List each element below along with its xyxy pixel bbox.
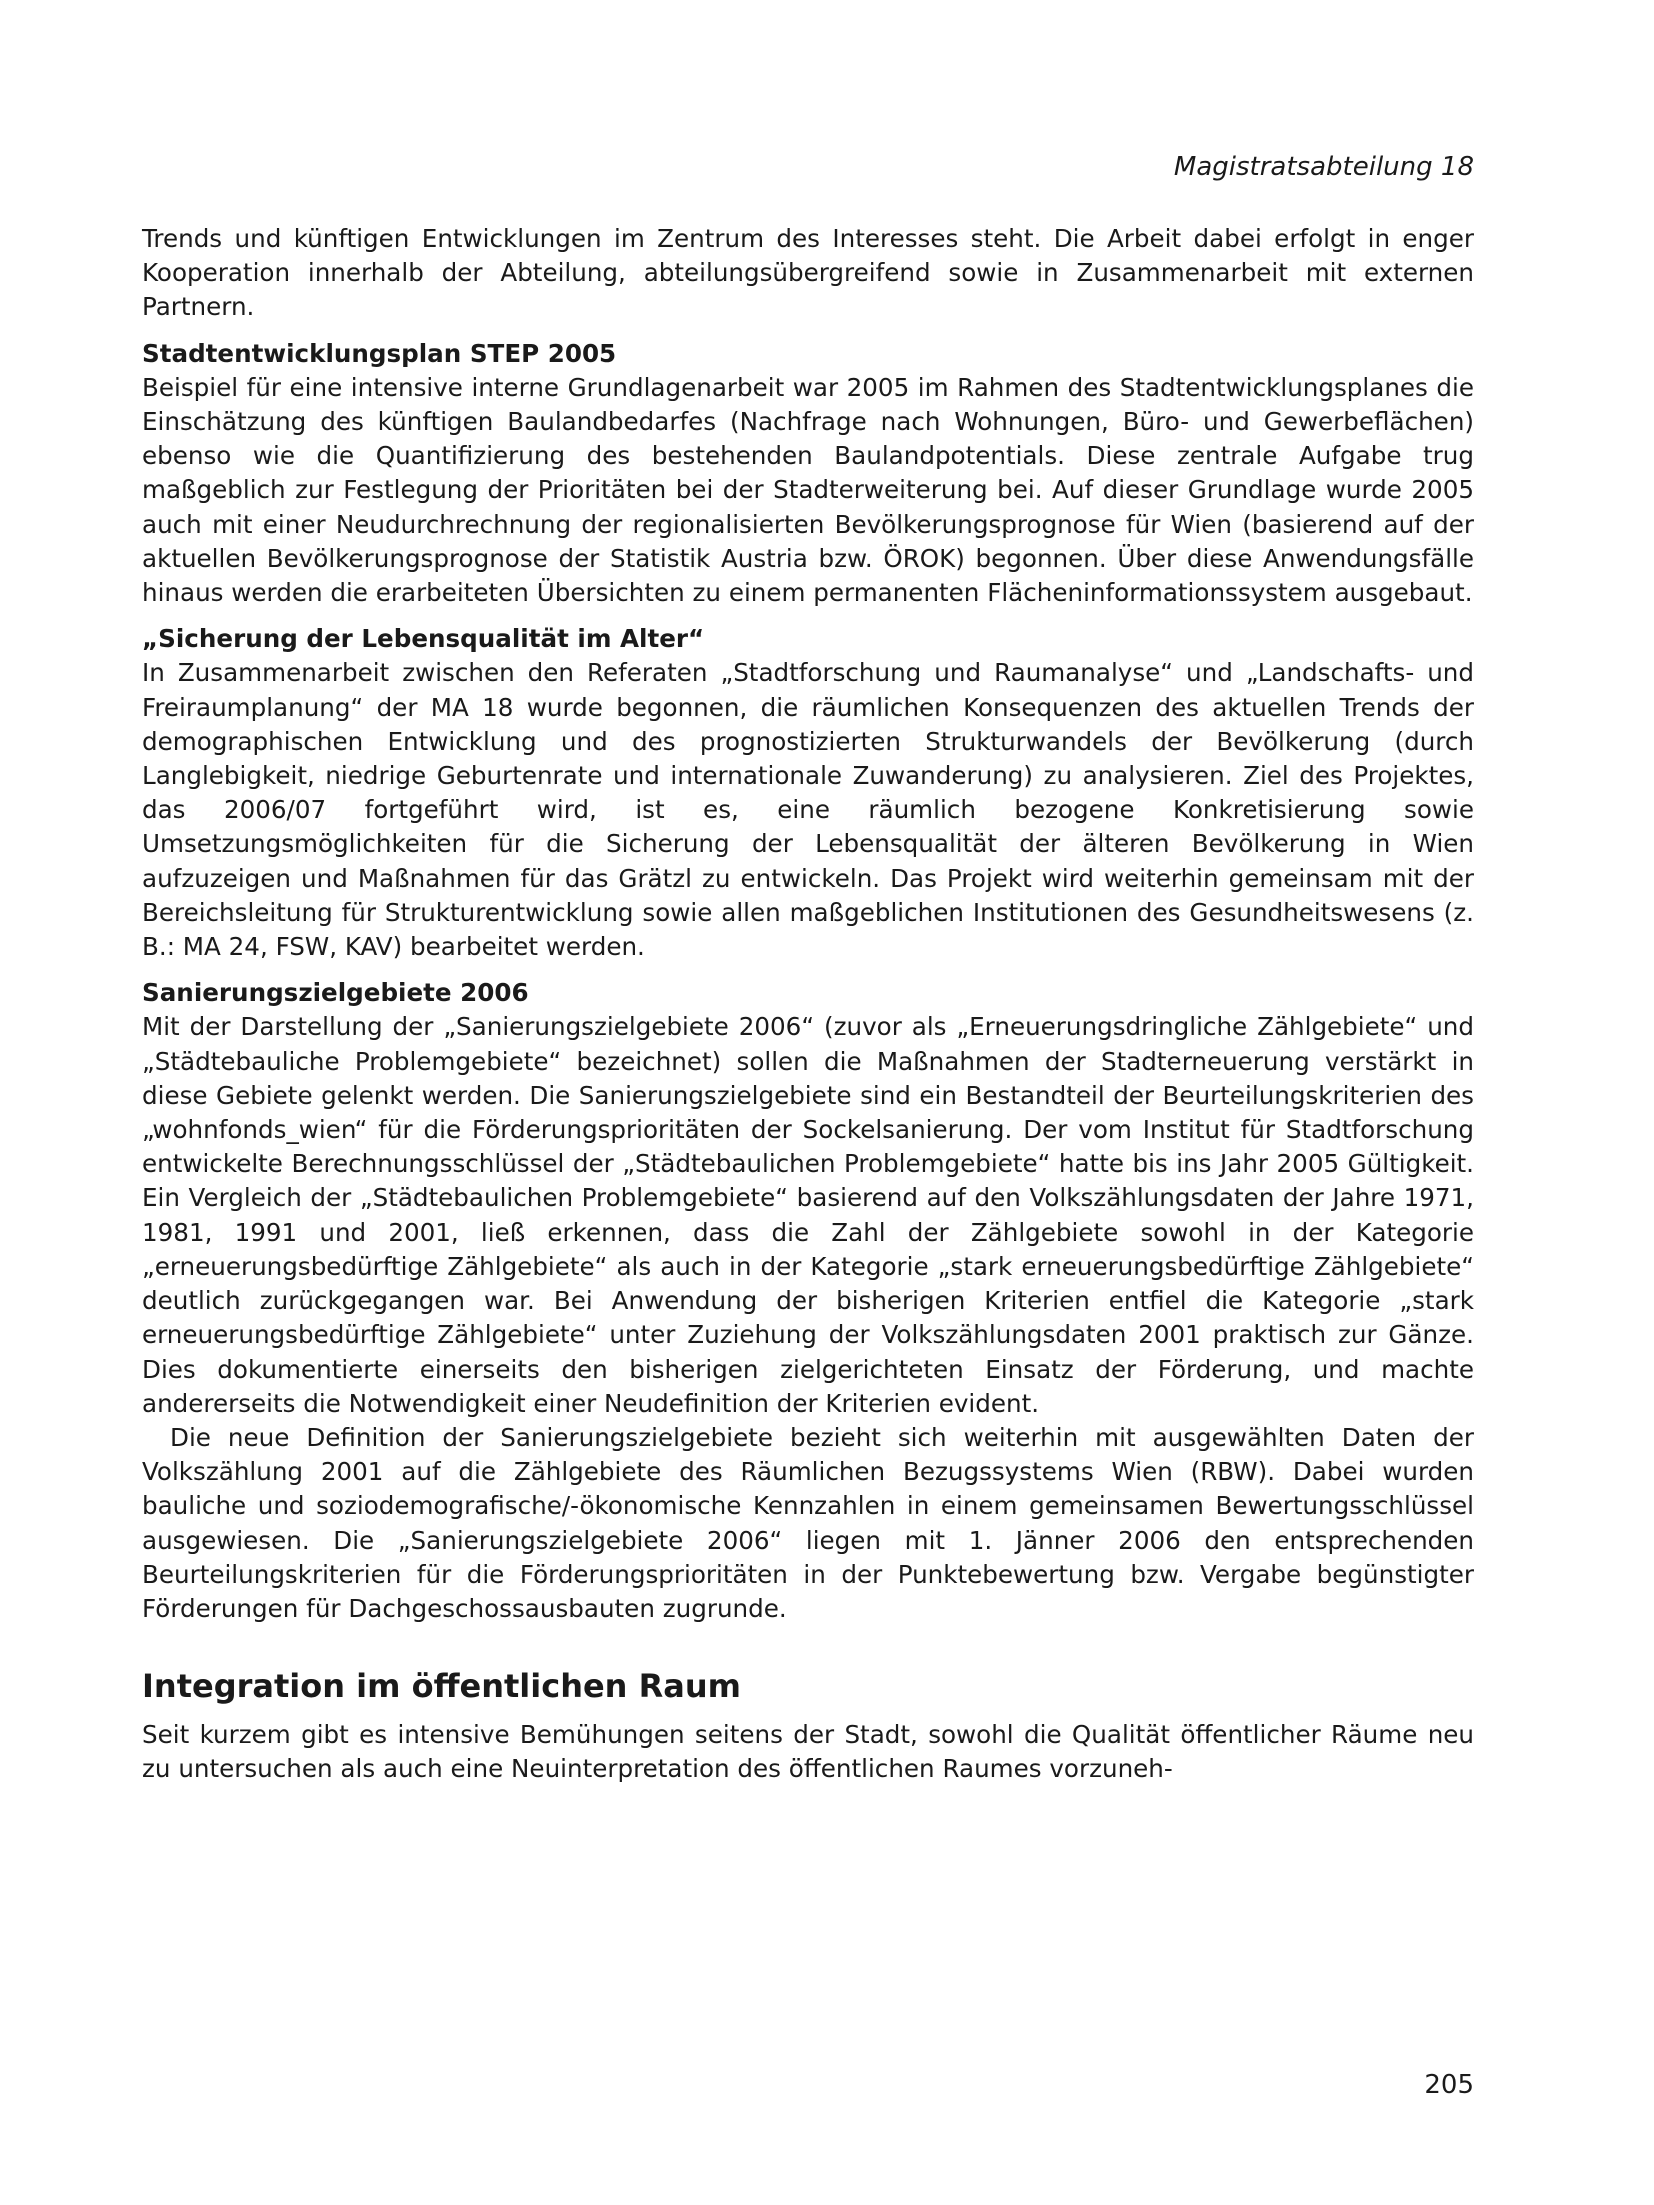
alter-paragraph: In Zusammenarbeit zwischen den Referaten „Stadtforschung und Raumanalyse“ und „Landschafts- und Freiraumplanung“ der MA 18 wurde begonnen, die räumlichen Konsequenzen des aktuellen Trends der demographischen Entwicklung und des prognostizierten Strukturwandels der Bevölkerung (durch Langlebigkeit, niedrige Geburtenrate und internationale Zuwanderung) zu analysieren. Ziel des Projektes, das 2006/07 fortgeführt wird, ist es, eine räumlich bezogene Konkretisierung sowie Umsetzungsmöglichkeiten für die Sicherung der Lebensqualität der älteren Bevölkerung in Wien aufzuzeigen und Maßnahmen für das Grätzl zu entwickeln. Das Projekt wird weiterhin gemeinsam mit der Bereichsleitung für Strukturentwicklung sowie allen maßgeblichen Institutionen des Gesundheitswesens (z. B.: MA 24, FSW, KAV) bearbeitet werden.	[142, 658, 1474, 962]
section-alter	[142, 622, 1474, 964]
step-heading: Stadtentwicklungsplan STEP 2005	[142, 338, 617, 368]
running-header: Magistratsabteilung 18	[1173, 152, 1474, 182]
intro-paragraph: Trends und künftigen Entwicklungen im Zentrum des Interesses steht. Die Arbeit dabei erfolgt in enger Kooperation innerhalb der Abteilung, abteilungsübergreifend sowie in Zusammenarbeit mit externen Partnern.	[142, 224, 1474, 322]
step-paragraph: Beispiel für eine intensive interne Grundlagenarbeit war 2005 im Rahmen des Stadtentwicklungsplanes die Einschätzung des künftigen Baulandbedarfes (Nachfrage nach Wohnungen, Büro- und Gewerbeflächen) ebenso wie die Quantifizierung des bestehenden Baulandpotentials. Diese zentrale Aufgabe trug maßgeblich zur Festlegung der Prioritäten bei der Stadterweiterung bei. Auf dieser Grundlage wurde 2005 auch mit einer Neudurchrechnung der regionalisierten Bevölkerungsprognose für Wien (basierend auf der aktuellen Bevölkerungsprognose der Statistik Austria bzw. ÖROK) begonnen. Über diese Anwendungsfälle hinaus werden die erarbeiteten Übersichten zu einem permanenten Flächeninformationssystem ausgebaut.	[142, 372, 1474, 608]
page-number: 205	[1424, 2070, 1474, 2100]
sanierung-heading: Sanierungszielgebiete 2006	[142, 978, 529, 1008]
sanierung-paragraph-2: Die neue Definition der Sanierungszielgebiete bezieht sich weiterhin mit ausgewählten Daten der Volkszählung 2001 auf die Zählgebiete des Räumlichen Bezugssystems Wien (RBW). Dabei wurden bauliche und soziodemografische/-ökonomische Kennzahlen in einem gemeinsamen Bewertungsschlüssel ausgewiesen. Die „Sanierungszielgebiete 2006“ liegen mit 1. Jänner 2006 den entsprechenden Beurteilungskriterien für die Förderungsprioritäten in der Punktebewertung bzw. Vergabe begünstigter Förderungen für Dachgeschossausbauten zugrunde.	[142, 1422, 1474, 1623]
sanierung-paragraph-1: Mit der Darstellung der „Sanierungszielgebiete 2006“ (zuvor als „Erneuerungsdringliche Zählgebiete“ und „Städtebauliche Problemgebiete“ bezeichnet) sollen die Maßnahmen der Stadterneuerung verstärkt in diese Gebiete gelenkt werden. Die Sanierungszielgebiete sind ein Bestandteil der Beurteilungskriterien des „wohnfonds_wien“ für die Förderungsprioritäten der Sockelsanierung. Der vom Institut für Stadtforschung entwickelte Berechnungsschlüssel der „Städtebaulichen Problemgebiete“ hatte bis ins Jahr 2005 Gültigkeit. Ein Vergleich der „Städtebaulichen Problemgebiete“ basierend auf den Volkszählungsdaten der Jahre 1971, 1981, 1991 und 2001, ließ erkennen, dass die Zahl der Zählgebiete sowohl in der Kategorie „erneuerungsbedürftige Zählgebiete“ als auch in der Kategorie „stark erneuerungsbedürftige Zählgebiete“ deutlich zurückgegangen war. Bei Anwendung der bisherigen Kriterien entfiel die Kategorie „stark erneuerungsbedürftige Zählgebiete“ unter Zuziehung der Volkszählungsdaten 2001 praktisch zur Gänze. Dies dokumentierte einerseits den bisherigen zielgerichteten Einsatz der Förderung, und machte andererseits die Notwendigkeit einer Neudefinition der Kriterien evident.	[142, 1012, 1474, 1418]
document-page	[142, 150, 1474, 1787]
section-sanierung	[142, 976, 1474, 1626]
integration-title: Integration im öffentlichen Raum	[142, 1667, 741, 1706]
section-step	[142, 337, 1474, 611]
alter-heading: „Sicherung der Lebensqualität im Alter“	[142, 624, 705, 654]
integration-paragraph: Seit kurzem gibt es intensive Bemühungen seitens der Stadt, sowohl die Qualität öffentlicher Räume neu zu untersuchen als auch eine Neuinterpretation des öffentlichen Raumes vorzuneh-	[142, 1720, 1474, 1784]
